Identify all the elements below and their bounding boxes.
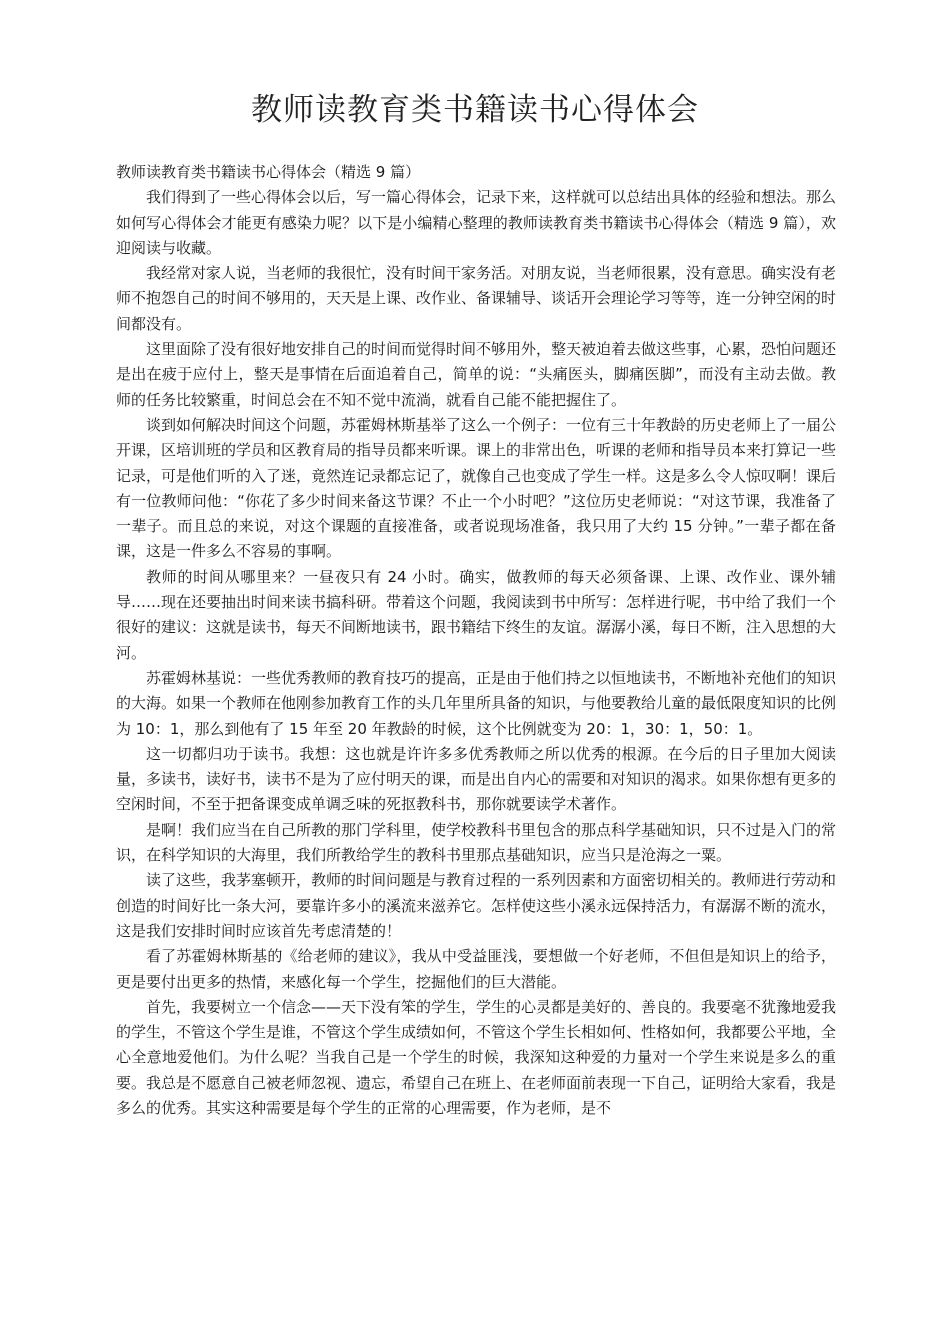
document-subtitle: 教师读教育类书籍读书心得体会（精选 9 篇） (116, 163, 421, 181)
paragraph: 我经常对家人说，当老师的我很忙，没有时间干家务活。对朋友说，当老师很累，没有意思。确实没有老师不抱怨自己的时间不够用的，天天是上课、改作业、备课辅导、谈话开会理论学习等等，连一分钟空闲的时间都没有。 (116, 264, 837, 333)
paragraph: 首先，我要树立一个信念——天下没有笨的学生，学生的心灵都是美好的、善良的。我要毫不犹豫地爱我的学生，不管这个学生是谁，不管这个学生成绩如何，不管这个学生长相如何、性格如何，我都要公平地，全心全意地爱他们。为什么呢？当我自己是一个学生的时候，我深知这种爱的力量对一个学生来说是多么的重要。我总是不愿意自己被老师忽视、遗忘，希望自己在班上、在老师面前表现一下自己，证明给大家看，我是多么的优秀。其实这种需要是每个学生的正常的心理需要，作为老师，是不 (116, 997, 837, 1117)
paragraph: 这里面除了没有很好地安排自己的时间而觉得时间不够用外，整天被迫着去做这些事，心累，恐怕问题还是出在疲于应付上，整天是事情在后面追着自己，简单的说：“头痛医头，脚痛医脚”，而没有主动去做。教师的任务比较繁重，时间总会在不知不觉中流淌，就看自己能不能把握住了。 (116, 340, 837, 409)
paragraph: 苏霍姆林基说：一些优秀教师的教育技巧的提高，正是由于他们持之以恒地读书，不断地补充他们的知识的大海。如果一个教师在他刚参加教育工作的头几年里所具备的知识，与他要教给儿童的最低限度知识的比例为 10：1，那么到他有了 15 年至 20 年教龄的时候，这个比例就变为 20：1，30：1，50：1。 (116, 668, 837, 738)
paragraph: 是啊！我们应当在自己所教的那门学科里，使学校教科书里包含的那点科学基础知识，只不过是入门的常识，在科学知识的大海里，我们所教给学生的教科书里那点基础知识，应当只是沧海之一粟。 (116, 820, 837, 865)
paragraph: 这一切都归功于读书。我想：这也就是许许多多优秀教师之所以优秀的根源。在今后的日子里加大阅读量，多读书，读好书，读书不是为了应付明天的课，而是出自内心的需要和对知识的渴求。如果你想有更多的空闲时间，不至于把备课变成单调乏味的死抠教科书，那你就要读学术著作。 (116, 744, 837, 814)
document-title: 教师读教育类书籍读书心得体会 (251, 92, 699, 128)
paragraph: 谈到如何解决时间这个问题，苏霍姆林斯基举了这么一个例子：一位有三十年教龄的历史老师上了一届公开课，区培训班的学员和区教育局的指导员都来听课。课上的非常出色，听课的老师和指导员本来打算记一些记录，可是他们听的入了迷，竟然连记录都忘记了，就像自己也变成了学生一样。这是多么令人惊叹啊！课后有一位教师问他：“你花了多少时间来备这节课？不止一个小时吧？”这位历史老师说：“对这节课，我准备了一辈子。而且总的来说，对这个课题的直接准备，或者说现场准备，我只用了大约 15 分钟。”一辈子都在备课，这是一件多么不容易的事啊。 (116, 415, 837, 561)
paragraph: 读了这些，我茅塞顿开，教师的时间问题是与教育过程的一系列因素和方面密切相关的。教师进行劳动和创造的时间好比一条大河，要靠许多小的溪流来滋养它。怎样使这些小溪永远保持活力，有潺潺不断的流水，这是我们安排时间时应该首先考虑清楚的！ (116, 871, 837, 940)
paragraph: 看了苏霍姆林斯基的《给老师的建议》，我从中受益匪浅，要想做一个好老师，不但但是知识上的给予，更是要付出更多的热情，来感化每一个学生，挖掘他们的巨大潜能。 (116, 947, 836, 991)
paragraph-intro: 我们得到了一些心得体会以后，写一篇心得体会，记录下来，这样就可以总结出具体的经验和想法。那么如何写心得体会才能更有感染力呢？以下是小编精心整理的教师读教育类书籍读书心得体会（精选 9 篇），欢迎阅读与收藏。 (116, 188, 837, 257)
paragraph: 教师的时间从哪里来？一昼夜只有 24 小时。确实，做教师的每天必须备课、上课、改作业、课外辅导……现在还要抽出时间来读书搞科研。带着这个问题，我阅读到书中所写：怎样进行呢，书中给了我们一个很好的建议：这就是读书，每天不间断地读书，跟书籍结下终生的友谊。潺潺小溪，每日不断，注入思想的大河。 (116, 567, 837, 662)
document-body (116, 160, 836, 1121)
